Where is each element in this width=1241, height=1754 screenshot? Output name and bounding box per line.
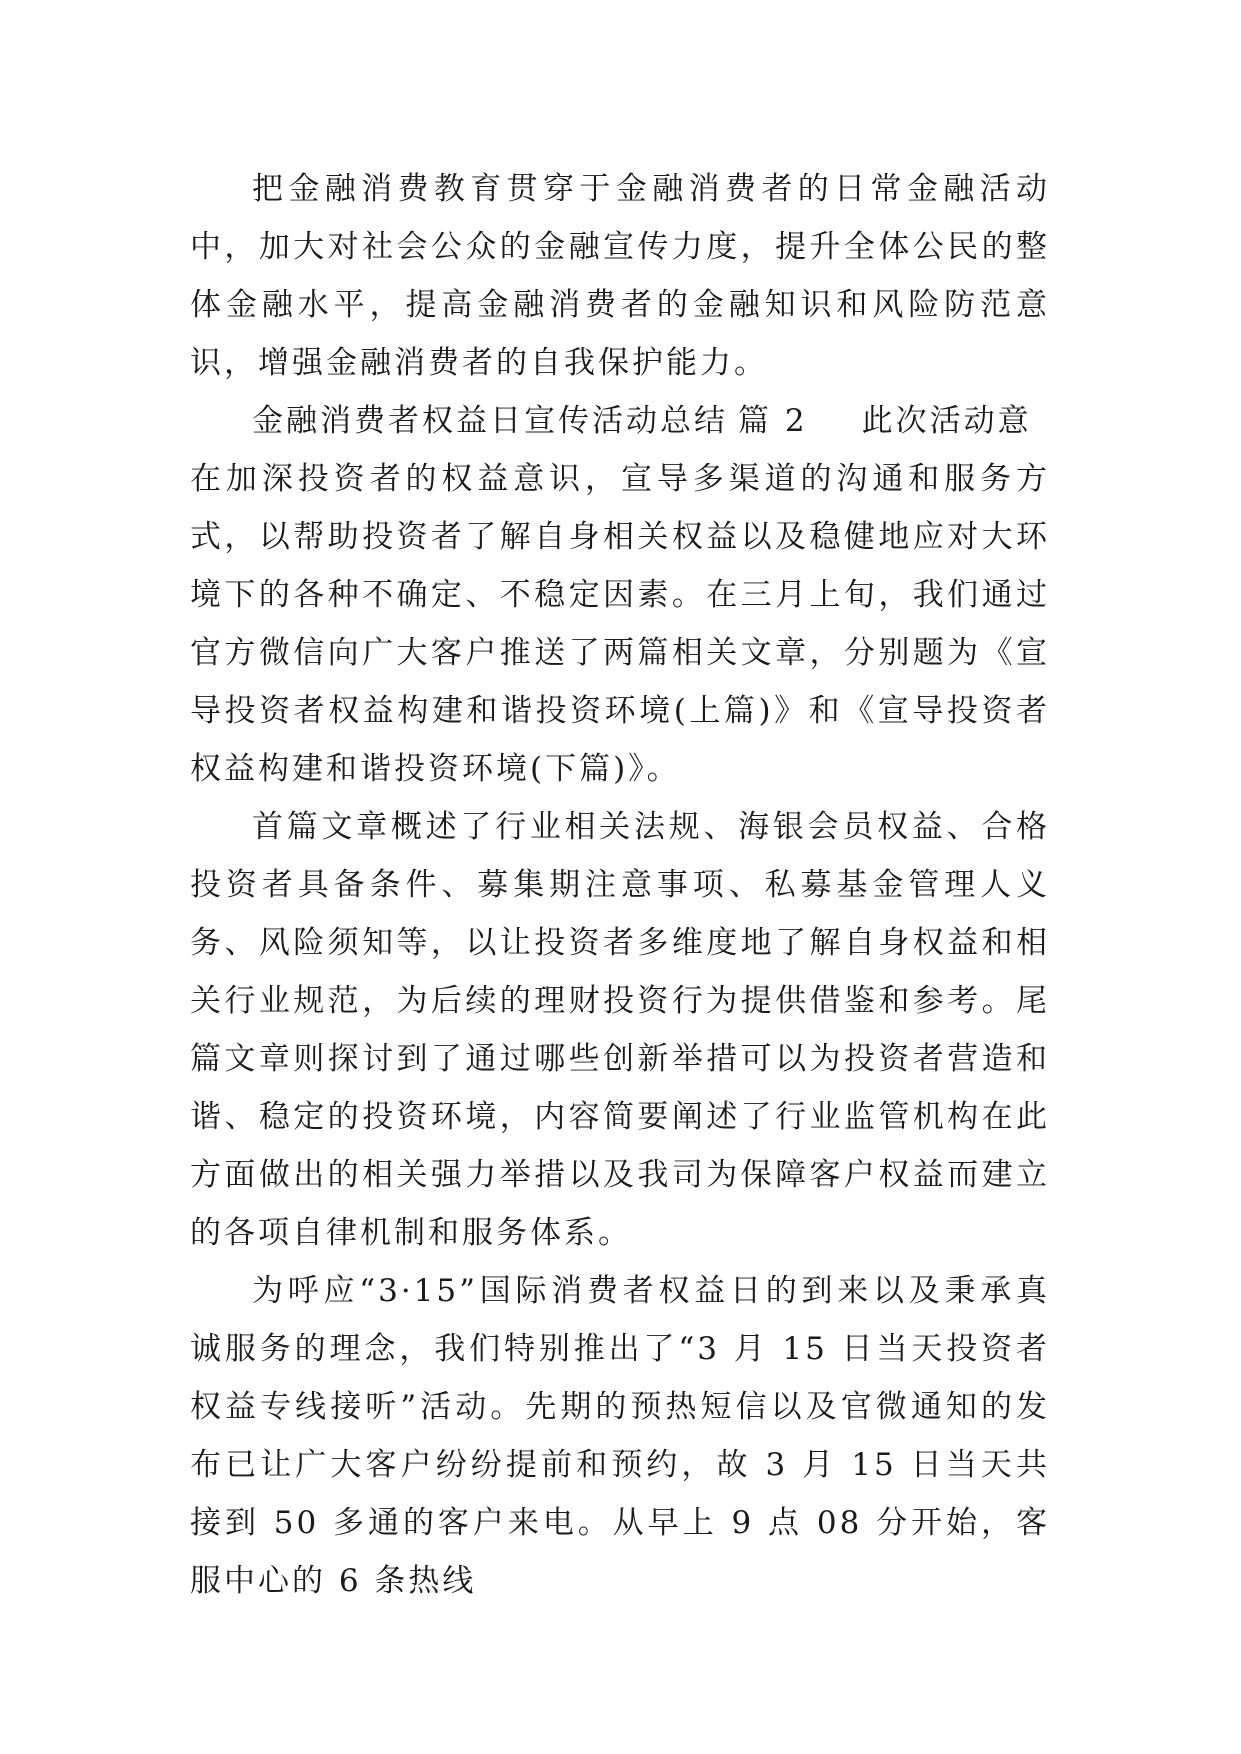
- section-title: 金融消费者权益日宣传活动总结: [252, 403, 728, 439]
- section-heading-line: [190, 392, 1050, 450]
- section-label: 篇 2: [738, 403, 808, 439]
- paragraph-2: 在加深投资者的权益意识，宣导多渠道的沟通和服务方式，以帮助投资者了解自身相关权益以及稳健地应对大环境下的各种不确定、不稳定因素。在三月上旬，我们通过官方微信向广大客户推送了两篇相关文章，分别题为《宣导投资者权益构建和谐投资环境(上篇)》和《宣导投资者权益构建和谐投资环境(下篇)》。: [190, 461, 1050, 787]
- paragraph-1: 把金融消费教育贯穿于金融消费者的日常金融活动中，加大对社会公众的金融宣传力度，提升全体公民的整体金融水平，提高金融消费者的金融知识和风险防范意识，增强金融消费者的自我保护能力。: [190, 171, 1050, 381]
- paragraph-3: 首篇文章概述了行业相关法规、海银会员权益、合格投资者具备条件、募集期注意事项、私募基金管理人义务、风险须知等，以让投资者多维度地了解自身权益和相关行业规范，为后续的理财投资行为提供借鉴和参考。尾篇文章则探讨到了通过哪些创新举措可以为投资者营造和谐、稳定的投资环境，内容简要阐述了行业监管机构在此方面做出的相关强力举措以及我司为保障客户权益而建立的各项自律机制和服务体系。: [190, 809, 1050, 1251]
- document-body: [190, 160, 1050, 1610]
- paragraph-4: 为呼应“3·15”国际消费者权益日的到来以及秉承真诚服务的理念，我们特别推出了“3 月 15 日当天投资者权益专线接听”活动。先期的预热短信以及官微通知的发布已让广大客户纷纷提前和预约，故 3 月 15 日当天共接到 50 多通的客户来电。从早上 9 点 08 分开始，客服中心的 6 条热线: [190, 1273, 1050, 1599]
- paragraph-2-start: 此次活动意: [861, 403, 1032, 439]
